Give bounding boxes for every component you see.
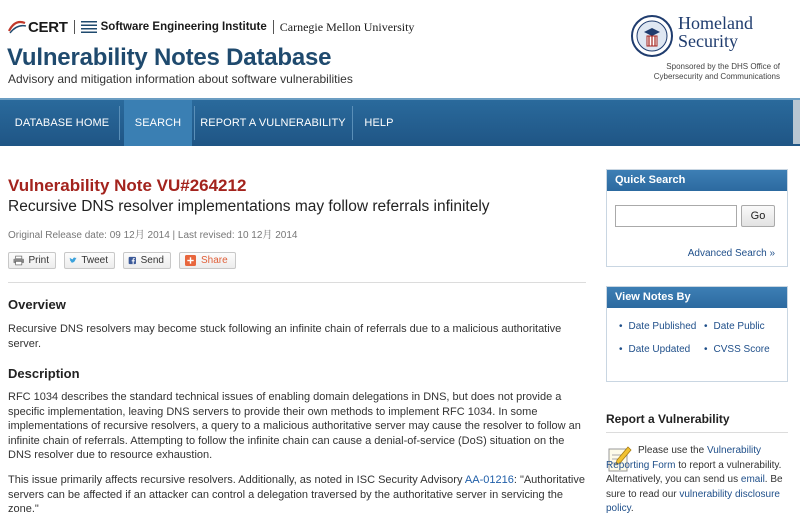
note-dates: Original Release date: 09 12月 2014 | Last revised: 10 12月 2014 xyxy=(8,230,298,241)
sei-name: Software Engineering Institute xyxy=(100,21,267,33)
logo-row xyxy=(7,17,414,37)
cert-logo[interactable] xyxy=(7,19,68,36)
view-notes-box xyxy=(606,286,788,382)
email-link[interactable]: email xyxy=(740,474,765,485)
isc-advisory-link[interactable]: AA-01216 xyxy=(464,474,514,486)
scrollbar-handle[interactable] xyxy=(793,100,800,144)
dhs-sponsor-text xyxy=(638,62,780,82)
facebook-send-button[interactable] xyxy=(123,252,171,269)
quick-search-box xyxy=(606,169,788,267)
report-text-1: Please use the xyxy=(638,445,707,456)
facebook-icon xyxy=(128,255,137,266)
overview-text: Recursive DNS resolvers may become stuck following an infinite chain of referrals due to a malicious authoritative server. xyxy=(8,323,562,350)
note-subtitle: Recursive DNS resolver implementations may follow referrals infinitely xyxy=(8,198,490,215)
disclosure-policy-link[interactable]: vulnerability disclosure policy xyxy=(606,488,780,514)
report-divider xyxy=(606,432,788,433)
share-button[interactable] xyxy=(179,252,236,269)
logo-separator xyxy=(273,20,274,34)
nav-report-vulnerability[interactable]: REPORT A VULNERABILITY xyxy=(200,117,346,129)
view-by-date-updated[interactable]: • Date Updated xyxy=(619,344,690,355)
logo-separator xyxy=(74,20,75,34)
dhs-sponsor-line2: Cybersecurity and Communications xyxy=(653,72,780,81)
description-p2-text-before: This issue primarily affects recursive resolvers. Additionally, as noted in ISC Security Advisory xyxy=(8,474,465,486)
nav-divider xyxy=(194,106,195,140)
nav-database-home[interactable]: DATABASE HOME xyxy=(14,117,110,129)
nav-search[interactable]: SEARCH xyxy=(124,100,192,146)
go-button[interactable]: Go xyxy=(741,205,775,227)
printer-icon xyxy=(13,255,24,266)
dhs-logo-block[interactable] xyxy=(630,12,780,84)
cert-logo-text: CERT xyxy=(28,18,68,36)
description-paragraph-2 xyxy=(8,473,586,517)
send-label: Send xyxy=(140,255,164,266)
twitter-bird-icon xyxy=(69,255,77,266)
quick-search-input[interactable] xyxy=(615,205,737,227)
view-by-date-published[interactable]: • Date Published xyxy=(619,321,696,332)
view-by-date-public[interactable]: • Date Public xyxy=(704,321,765,332)
report-text-2: to report a vulnerability. Alternatively, you can send us xyxy=(606,459,782,485)
overview-heading: Overview xyxy=(8,297,66,312)
plus-share-icon xyxy=(184,255,197,266)
report-vulnerability-text xyxy=(606,444,788,517)
view-notes-heading: View Notes By xyxy=(607,287,787,308)
nav-divider xyxy=(352,106,353,140)
sei-logo[interactable] xyxy=(81,20,267,34)
dhs-name-line2: Security xyxy=(678,31,738,51)
site-header xyxy=(0,0,800,98)
note-title: Vulnerability Note VU#264212 xyxy=(8,176,247,195)
site-title[interactable]: Vulnerability Notes Database xyxy=(7,44,332,71)
content-divider xyxy=(8,282,586,283)
vulnerability-reporting-form-link[interactable]: Vulnerability Reporting Form xyxy=(606,445,762,471)
tweet-label: Tweet xyxy=(81,255,108,266)
description-p2-text-after: : "Authoritative servers can be affected if an attacker can control a delegation traversed by the authoritative server in servicing the zone." xyxy=(8,474,585,515)
print-label: Print xyxy=(28,255,49,266)
description-paragraph-1: RFC 1034 describes the standard technical issues of enabling domain delegations in DNS, but does not provide a specific implementation, leaving DNS servers to provide their own methods to implement RFC 1034. In some implementations of recursive resolvers, a query to a malicious authoritative server may cause the resolver to follow an infinite chain of referrals. Attempting to follow the infinite chain can cause a denial-of-service (DoS) situation on the DNS resolver due to resource exhaustion. xyxy=(8,391,581,461)
dhs-name-line1: Homeland xyxy=(678,13,753,33)
description-heading: Description xyxy=(8,366,80,381)
cmu-name[interactable]: Carnegie Mellon University xyxy=(279,19,415,34)
main-nav xyxy=(0,98,800,146)
share-label: Share xyxy=(201,255,228,266)
print-button[interactable] xyxy=(8,252,56,269)
report-vulnerability-heading: Report a Vulnerability xyxy=(606,412,730,426)
cert-swoosh-icon xyxy=(7,20,27,34)
quick-search-heading: Quick Search xyxy=(607,170,787,191)
report-text-4: . xyxy=(630,503,634,514)
advanced-search-link[interactable]: Advanced Search » xyxy=(687,248,775,259)
view-by-cvss-score[interactable]: • CVSS Score xyxy=(704,344,770,355)
dhs-name xyxy=(678,14,753,50)
share-toolbar xyxy=(8,252,236,270)
dhs-sponsor-line1: Sponsored by the DHS Office of xyxy=(666,62,780,71)
nav-divider xyxy=(119,106,120,140)
tweet-button[interactable] xyxy=(64,252,115,269)
site-tagline: Advisory and mitigation information about software vulnerabilities xyxy=(8,72,353,86)
sei-stripes-icon xyxy=(81,20,97,34)
report-text-3: . Be sure to read our xyxy=(606,474,783,500)
nav-help[interactable]: HELP xyxy=(364,117,394,129)
dhs-seal-icon xyxy=(630,14,674,58)
